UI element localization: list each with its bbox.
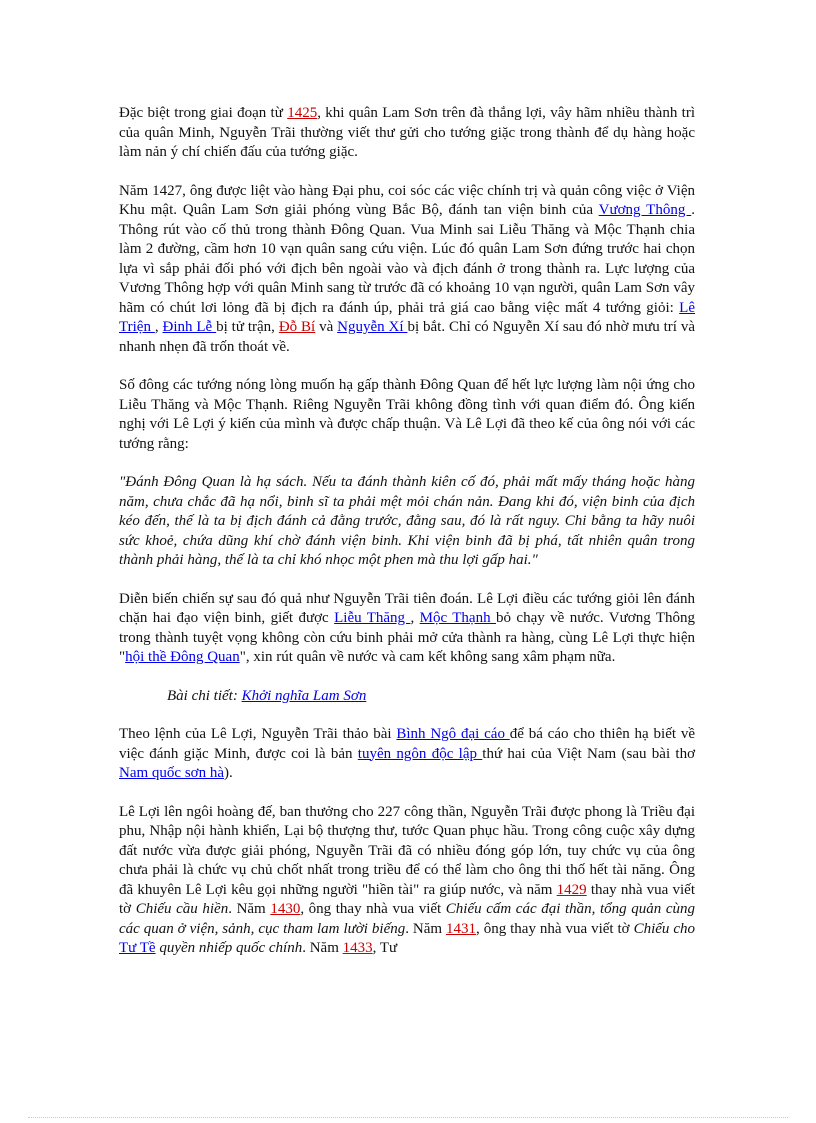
text: . Thông rút vào cố thủ trong thành Đông Quan. Vua Minh sai Liễu Thăng và Mộc Thạnh chia làm 2 đường, cầm hơn 10 vạn quân sang cứu viện. Lúc đó quân Lam Sơn đứng trước hai chọn lựa vì sắp phải đối phó với địch bên ngoài vào và địch đánh ở trong thành ra. Lực lượng của Vương Thông hợp với quân Minh sang từ trước đã có khoảng 10 vạn người, quân Lam Sơn vây hãm có chút lơi lỏng đã bị địch ra đánh úp, phải trả giá cao bằng việc mất 4 tướng giỏi: — [119, 202, 695, 316]
text: ). — [224, 765, 233, 781]
paragraph-3: Số đông các tướng nóng lòng muốn hạ gấp thành Đông Quan để hết lực lượng làm nội ứng cho Liễu Thăng và Mộc Thạnh. Riêng Nguyễn Trãi không đồng tình với quan điểm đó. Ông kiến nghị với Lê Lợi ý kiến của mình và được chấp thuận. Và Lê Lợi đã theo kế của ông nói với các tướng rằng: — [119, 377, 695, 452]
link-le-trien[interactable]: Lê Triện — [119, 299, 695, 335]
detail-label: Bài chi tiết: — [167, 687, 242, 704]
link-1431[interactable]: 1431 — [446, 920, 477, 937]
italic-text: quyền nhiếp quốc chính — [155, 940, 303, 956]
italic-text: Chiếu cấm các đại thần, tổng quản cùng các quan ở viện, sảnh, cục tham lam lười biếng — [119, 901, 695, 937]
link-1430[interactable]: 1430 — [270, 901, 301, 917]
text: , Tư — [372, 940, 398, 956]
link-do-bi[interactable]: Đỗ Bí — [278, 319, 316, 335]
text: ", xin rút quân về nước và cam kết không sang xâm phạm nữa. — [239, 649, 616, 665]
link-tuyen-ngon-doc-lap[interactable]: tuyên ngôn độc lập — [357, 745, 483, 762]
text: thứ hai của Việt Nam (sau bài thơ — [482, 745, 696, 762]
link-vuong-thong[interactable]: Vương Thông — [598, 202, 692, 218]
text: bị tử trận, — [216, 319, 279, 335]
link-nguyen-xi[interactable]: Nguyễn Xí — [337, 319, 408, 335]
text: , ông thay nhà vua viết tờ — [476, 920, 634, 937]
italic-text: Chiếu cầu hiền — [135, 901, 229, 917]
text: Lê Lợi lên ngôi hoàng đế, ban thưởng cho 227 công thần, Nguyễn Trãi được phong là Triều đại phu, Nhập nội hành khiển, Lại bộ thượng thư, tước Quan phục hầu. Trong công cuộc xây dựng đất nước vừa được giải phóng, Nguyễn Trãi đã có nhiều đóng góp lớn, tuy chức vụ của ông chưa phải là chức vụ chủ chốt nhất trong triều để có thể làm cho ông thi thố hết tài năng. Ông đã khuyên Lê Lợi kêu gọi những người "hiền tài" ra giúp nước, và năm — [119, 803, 695, 898]
link-1433[interactable]: 1433 — [342, 940, 373, 956]
link-1425[interactable]: 1425 — [287, 105, 318, 121]
link-binh-ngo-dai-cao[interactable]: Bình Ngô đại cáo — [396, 726, 510, 742]
link-tu-te[interactable]: Tư Tề — [119, 940, 156, 956]
text: Đặc biệt trong giai đoạn từ — [119, 105, 288, 121]
text: bị bắt. Chỉ có Nguyễn Xí sau đó nhờ mưu trí và nhanh nhẹn đã trốn thoát về. — [119, 319, 695, 355]
text: Theo lệnh của Lê Lợi, Nguyễn Trãi thảo bài — [119, 726, 397, 742]
paragraph-4 — [119, 590, 695, 668]
text: . Năm — [302, 940, 343, 956]
link-moc-thanh[interactable]: Mộc Thạnh — [419, 610, 496, 626]
article-body — [119, 104, 695, 978]
text: . Năm — [405, 920, 447, 937]
text: . Năm — [228, 901, 271, 917]
text: bỏ chạy về nước. Vương Thông trong thành tuyệt vọng không còn cứu binh phải mở cửa thành ra hàng, cùng Lê Lợi thực hiện " — [119, 610, 695, 665]
text: Diễn biến chiến sự sau đó quả như Nguyễn Trãi tiên đoán. Lê Lợi điều các tướng giỏi lên đánh chặn hai đạo viện binh, giết được — [119, 590, 695, 626]
text: thay nhà vua viết tờ — [119, 881, 695, 917]
link-hoi-the-dong-quan[interactable]: hội thề Đông Quan — [125, 649, 240, 665]
detail-article-note — [119, 687, 695, 707]
paragraph-5 — [119, 725, 695, 784]
text: , — [154, 319, 163, 335]
italic-text: Chiếu cho — [633, 920, 695, 937]
text: Năm 1427, ông được liệt vào hàng Đại phu, coi sóc các việc chính trị và quản công việc ở Viện Khu mật. Quân Lam Sơn giải phóng vùng Bắc Bộ, đánh tan viện binh của — [119, 182, 695, 218]
text: và — [315, 319, 338, 335]
paragraph-1 — [119, 104, 695, 163]
text: , khi quân Lam Sơn trên đà thắng lợi, vây hãm nhiều thành trì của quân Minh, Nguyễn Trãi thường viết thư gửi cho tướng giặc trong thành để dụ hàng hoặc làm nản ý chí chiến đấu của tướng giặc. — [119, 105, 695, 160]
link-nam-quoc-son-ha[interactable]: Nam quốc sơn hà — [119, 765, 224, 781]
link-lieu-thang[interactable]: Liễu Thăng — [334, 610, 411, 626]
page-bottom-divider — [28, 1117, 788, 1118]
link-khoi-nghia-lam-son[interactable]: Khởi nghĩa Lam Sơn — [241, 687, 367, 704]
paragraph-6 — [119, 803, 695, 959]
link-1429[interactable]: 1429 — [556, 881, 587, 898]
paragraph-2 — [119, 182, 695, 358]
link-dinh-le[interactable]: Đinh Lễ — [162, 319, 217, 335]
text: , ông thay nhà vua viết — [300, 901, 446, 917]
text: , — [410, 610, 420, 626]
text: để bá cáo cho thiên hạ biết về việc đánh giặc Minh, được coi là bản — [119, 726, 695, 762]
quote-paragraph: "Đánh Đông Quan là hạ sách. Nếu ta đánh thành kiên cố đó, phải mất mấy tháng hoặc hàng năm, chưa chắc đã hạ nổi, binh sĩ ta phải mệt mỏi chán nản. Đang khi đó, viện binh của địch kéo đến, thế là ta bị địch đánh cả đằng trước, đằng sau, đó là rất nguy. Chi bằng ta hãy nuôi sức khoẻ, chứa dũng khí chờ đánh viện binh. Khi viện binh đã bị phá, tất nhiên quân trong thành phải hàng, thế là ta chỉ khó nhọc một phen mà thu lợi gấp hai." — [119, 474, 695, 568]
